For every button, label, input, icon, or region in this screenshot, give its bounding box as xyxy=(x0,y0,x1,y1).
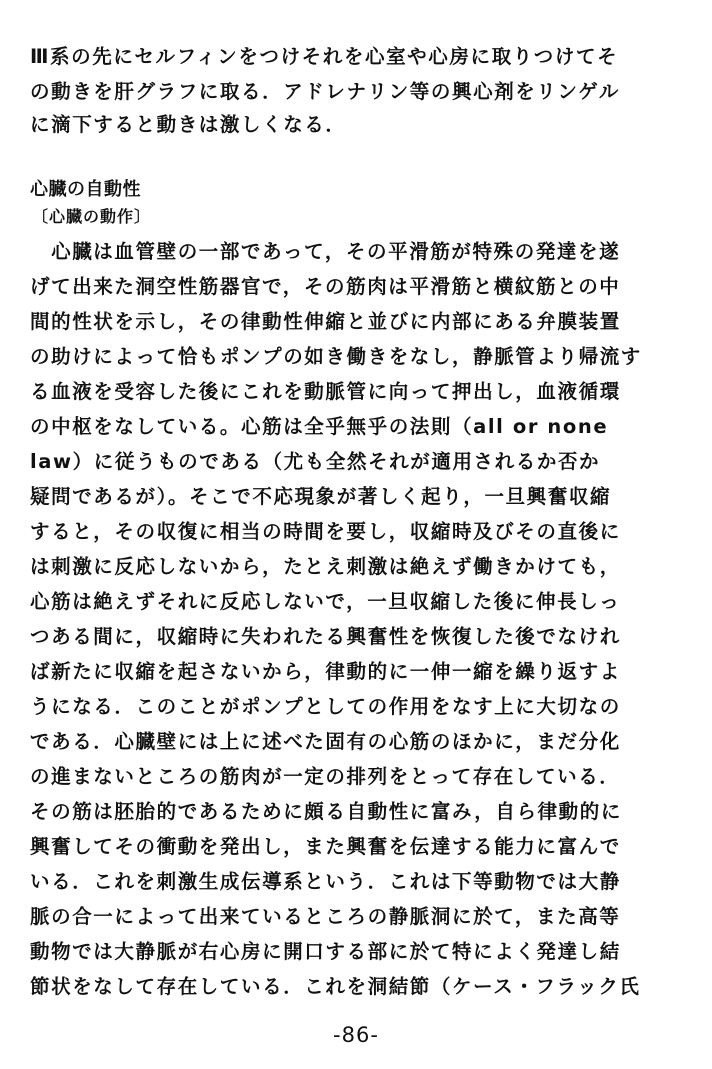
body-line: うになる．このことがポンプとしての作用をなす上に大切なの xyxy=(30,695,621,718)
page-number: -86- xyxy=(333,1023,379,1047)
intro-line: Ⅲ系の先にセルフィンをつけそれを心室や心房に取りつけてそ xyxy=(30,45,619,68)
body-line: いる．これを刺激生成伝導系という．これは下等動物では大静 xyxy=(30,870,621,893)
body-line: すると，その収復に相当の時間を要し，収縮時及びその直後に xyxy=(30,520,621,543)
body-line: は刺激に反応しないから，たとえ刺激は絶えず働きかけても， xyxy=(30,555,621,578)
body-line: ば新たに収縮を起さないから，律動的に一伸一縮を繰り返すよ xyxy=(30,660,621,683)
body-line: 節状をなして存在している．これを洞結節（ケース・フラック氏 xyxy=(30,975,641,998)
section-title: 心臓の自動性 xyxy=(30,179,141,200)
body-line: 心筋は絶えずそれに反応しないで，一旦収縮した後に伸長しっ xyxy=(30,590,621,613)
body-line: つある間に，収縮時に失われたる興奮性を恢復した後でなけれ xyxy=(30,625,621,648)
body-line: law）に従うものである（尤も全然それが適用されるか否か xyxy=(30,450,601,473)
body-line: 疑問であるが）。そこで不応現象が著しく起り，一旦興奮収縮 xyxy=(30,485,612,508)
body-line: げて出来た洞空性筋器官で，その筋肉は平滑筋と横紋筋との中 xyxy=(30,275,621,298)
body-line: 間的性状を示し，その律動性伸縮と並びに内部にある弁膜装置 xyxy=(30,310,621,333)
body-line: の中枢をなしている。心筋は全乎無乎の法則（all or none xyxy=(30,415,609,438)
body-line: 興奮してその衝動を発出し，また興奮を伝達する能力に富んで xyxy=(30,835,621,858)
body-line: 心臓は血管壁の一部であって，その平滑筋が特殊の発達を遂 xyxy=(30,240,621,263)
body-line: その筋は胚胎的であるために頗る自動性に富み，自ら律動的に xyxy=(30,800,622,823)
body-line: の進まないところの筋肉が一定の排列をとって存在している． xyxy=(30,765,621,788)
body-line: 脈の合一によって出来ているところの静脈洞に於て，また高等 xyxy=(30,905,621,928)
intro-line: の動きを肝グラフに取る．アドレナリン等の興心剤をリンゲル xyxy=(30,80,621,103)
section-subtitle: 〔心臓の動作〕 xyxy=(32,207,152,226)
body-line: である．心臓壁には上に述べた固有の心筋のほかに，まだ分化 xyxy=(30,730,621,753)
body-line: る血液を受容した後にこれを動脈管に向って押出し，血液循環 xyxy=(30,380,621,403)
body-line: の助けによって恰もポンプの如き働きをなし，静脈管より帰流す xyxy=(30,345,642,368)
intro-line: に滴下すると動きは激しくなる． xyxy=(30,113,347,136)
body-line: 動物では大静脈が右心房に開口する部に於て特によく発達し結 xyxy=(30,940,621,963)
